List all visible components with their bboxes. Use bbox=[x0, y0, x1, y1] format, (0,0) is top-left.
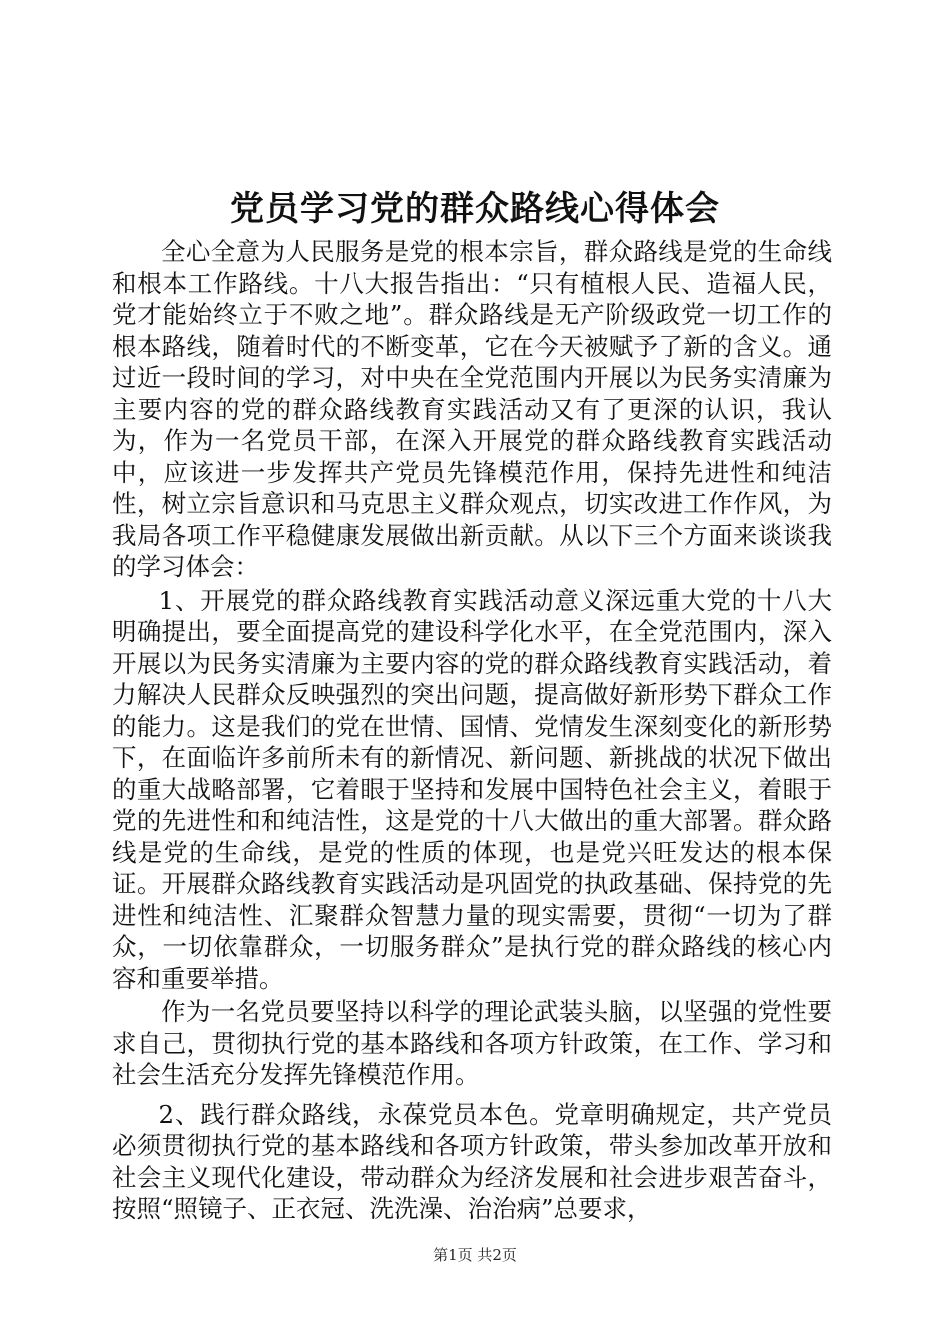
document-title: 党员学习党的群众路线心得体会 bbox=[230, 189, 720, 229]
document-body bbox=[112, 236, 832, 1225]
paragraph-point-2: 2、践行群众路线，永葆党员本色。党章明确规定，共产党员必须贯彻执行党的基本路线和各项方针政策，带头参加改革开放和社会主义现代化建设，带动群众为经济发展和社会进步艰苦奋斗，按照“照镜子、正衣冠、洗洗澡、治治病”总要求， bbox=[112, 1099, 832, 1223]
page-footer: 第1页 共2页 bbox=[433, 1246, 517, 1264]
paragraph-party-member: 作为一名党员要坚持以科学的理论武装头脑，以坚强的党性要求自己，贯彻执行党的基本路线和各项方针政策，在工作、学习和社会生活充分发挥先锋模范作用。 bbox=[112, 997, 832, 1089]
paragraph-point-1: 1、开展党的群众路线教育实践活动意义深远重大党的十八大明确提出，要全面提高党的建设科学化水平，在全党范围内，深入开展以为民务实清廉为主要内容的党的群众路线教育实践活动，着力解决人民群众反映强烈的突出问题，提高做好新形势下群众工作的能力。这是我们的党在世情、国情、党情发生深刻变化的新形势下，在面临许多前所未有的新情况、新问题、新挑战的状况下做出的重大战略部署，它着眼于坚持和发展中国特色社会主义，着眼于党的先进性和和纯洁性，这是党的十八大做出的重大部署。群众路线是党的生命线，是党的性质的体现，也是党兴旺发达的根本保证。开展群众路线教育实践活动是巩固党的执政基础、保持党的先进性和纯洁性、汇聚群众智慧力量的现实需要，贯彻“一切为了群众，一切依靠群众，一切服务群众”是执行党的群众路线的核心内容和重要举措。 bbox=[112, 585, 832, 993]
paragraph-intro: 全心全意为人民服务是党的根本宗旨，群众路线是党的生命线和根本工作路线。十八大报告指出：“只有植根人民、造福人民，党才能始终立于不败之地”。群众路线是无产阶级政党一切工作的根本路线，随着时代的不断变革，它在今天被赋予了新的含义。通过近一段时间的学习，对中央在全党范围内开展以为民务实清廉为主要内容的党的群众路线教育实践活动又有了更深的认识，我认为，作为一名党员干部，在深入开展党的群众路线教育实践活动中，应该进一步发挥共产党员先锋模范作用，保持先进性和纯洁性，树立宗旨意识和马克思主义群众观点，切实改进工作作风，为我局各项工作平稳健康发展做出新贡献。从以下三个方面来谈谈我的学习体会： bbox=[112, 237, 832, 581]
